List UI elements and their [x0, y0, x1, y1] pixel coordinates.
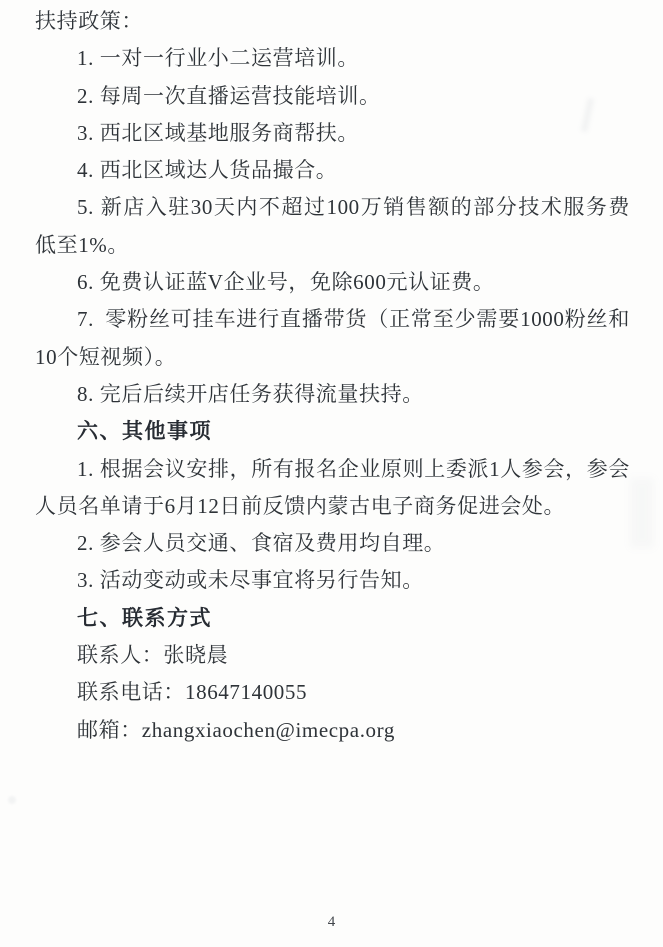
body-paragraph: 扶持政策： — [35, 9, 143, 33]
body-paragraph: 邮箱：zhangxiaochen@imecpa.org — [77, 717, 395, 742]
body-paragraph: 5. 新店入驻30天内不超过100万销售额的部分技术服务费低至1%。 — [35, 195, 630, 257]
body-paragraph: 8. 完后后续开店任务获得流量扶持。 — [77, 381, 424, 406]
body-paragraph: 联系人：张晓晨 — [77, 643, 229, 668]
body-paragraph: 6. 免费认证蓝V企业号，免除600元认证费。 — [77, 270, 495, 295]
body-paragraph: 2. 每周一次直播运营技能培训。 — [77, 83, 381, 108]
scan-artifact — [8, 796, 16, 804]
body-paragraph: 3. 西北区域基地服务商帮扶。 — [77, 120, 359, 145]
section-heading: 六、其他事项 — [77, 420, 212, 444]
body-paragraph: 1. 根据会议安排，所有报名企业原则上委派1人参会，参会人员名单请于6月12日前反馈内蒙古电子商务促进会处。 — [35, 456, 630, 518]
document-body — [35, 3, 630, 749]
body-paragraph: 2. 参会人员交通、食宿及费用均自理。 — [77, 531, 446, 556]
body-paragraph: 7. 零粉丝可挂车进行直播带货（正常至少需要1000粉丝和10个短视频）。 — [35, 307, 630, 369]
page-number: 4 — [327, 914, 336, 930]
body-paragraph: 3. 活动变动或未尽事宜将另行告知。 — [77, 568, 424, 593]
body-paragraph: 联系电话：18647140055 — [77, 680, 308, 705]
section-heading: 七、联系方式 — [77, 606, 212, 630]
body-paragraph: 4. 西北区域达人货品撮合。 — [77, 158, 338, 183]
scan-artifact — [630, 478, 654, 548]
body-paragraph: 1. 一对一行业小二运营培训。 — [77, 46, 359, 71]
